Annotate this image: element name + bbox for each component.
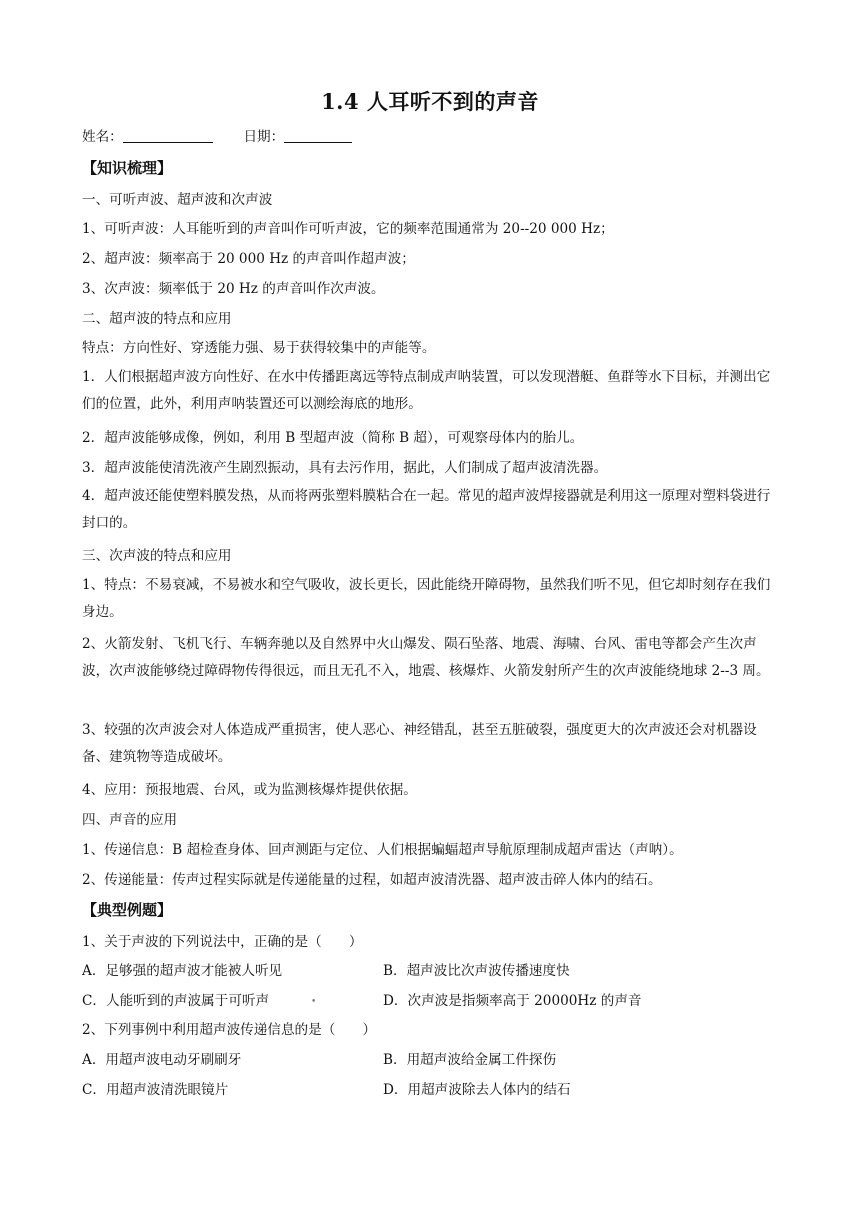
part2-item-2: 2．超声波能够成像，例如，利用 B 型超声波（简称 B 超），可观察母体内的胎儿。	[82, 430, 584, 446]
part3-item-4: 4、应用：预报地震、台风，或为监测核爆炸提供依据。	[82, 782, 417, 798]
q1-option-d[interactable]: D．次声波是指频率高于 20000Hz 的声音	[383, 993, 642, 1009]
q2-option-d[interactable]: D．用超声波除去人体内的结石	[383, 1082, 571, 1098]
page-title: 1.4 人耳听不到的声音	[321, 89, 539, 114]
section-knowledge-heading: 【知识梳理】	[82, 159, 173, 177]
part4-heading: 四、声音的应用	[82, 812, 178, 828]
part4-item-2: 2、传递能量：传声过程实际就是传递能量的过程，如超声波清洗器、超声波击碎人体内的结石。	[82, 872, 662, 888]
name-date-row	[82, 128, 782, 146]
q2-option-a[interactable]: A．用超声波电动牙刷刷牙	[82, 1052, 242, 1068]
part1-heading: 一、可听声波、超声波和次声波	[82, 192, 273, 208]
q1-stem: 1、关于声波的下列说法中，正确的是（ ）	[82, 934, 363, 950]
q2-option-c[interactable]: C．用超声波清洗眼镜片	[82, 1082, 229, 1098]
date-blank[interactable]	[284, 128, 352, 143]
section-examples-heading: 【典型例题】	[82, 901, 173, 919]
q1-option-b[interactable]: B．超声波比次声波传播速度快	[383, 963, 570, 979]
name-label: 姓名：	[82, 129, 123, 145]
stray-dot: •	[311, 997, 317, 1007]
q1-option-c[interactable]: C．人能听到的声波属于可听声	[82, 993, 270, 1009]
date-label: 日期：	[243, 129, 285, 145]
part2-heading: 二、超声波的特点和应用	[82, 311, 232, 327]
part1-item-2: 2、超声波：频率高于 20 000 Hz 的声音叫作超声波；	[82, 251, 415, 267]
name-blank[interactable]	[123, 128, 213, 143]
part4-item-1: 1、传递信息：B 超检查身体、回声测距与定位、人们根据蝙蝠超声导航原理制成超声雷达（声呐）。	[82, 842, 683, 858]
q2-option-b[interactable]: B．用超声波给金属工件探伤	[383, 1052, 557, 1068]
part3-item-3: 3、较强的次声波会对人体造成严重损害，使人恶心、神经错乱，甚至五脏破裂，强度更大的次声波还会对机器设备、建筑物等造成破坏。	[82, 722, 757, 765]
part2-item-1: 1．人们根据超声波方向性好、在水中传播距离远等特点制成声呐装置，可以发现潜艇、鱼群等水下目标，并测出它们的位置，此外，利用声呐装置还可以测绘海底的地形。	[82, 369, 771, 412]
part3-item-1: 1、特点：不易衰减，不易被水和空气吸收，波长更长，因此能绕开障碍物，虽然我们听不见，但它却时刻存在我们身边。	[82, 577, 771, 620]
part2-item-4: 4．超声波还能使塑料膜发热，从而将两张塑料膜粘合在一起。常见的超声波焊接器就是利用这一原理对塑料袋进行封口的。	[82, 488, 771, 531]
q1-option-a[interactable]: A．足够强的超声波才能被人听见	[82, 963, 283, 979]
part1-item-1: 1、可听声波：人耳能听到的声音叫作可听声波，它的频率范围通常为 20--20 000 Hz；	[82, 221, 614, 237]
part3-item-2: 2、火箭发射、飞机飞行、车辆奔驰以及自然界中火山爆发、陨石坠落、地震、海啸、台风、雷电等都会产生次声波，次声波能够绕过障碍物传得很远，而且无孔不入，地震、核爆炸、火箭发射所产生的次声波能绕地球 2--3 周。	[82, 636, 770, 679]
part2-features: 特点：方向性好、穿透能力强、易于获得较集中的声能等。	[82, 340, 436, 356]
q2-stem: 2、下列事例中利用超声波传递信息的是（ ）	[82, 1022, 377, 1038]
part1-item-3: 3、次声波：频率低于 20 Hz 的声音叫作次声波。	[82, 281, 385, 297]
part3-heading: 三、次声波的特点和应用	[82, 548, 232, 564]
part2-item-3: 3．超声波能使清洗液产生剧烈振动，具有去污作用，据此，人们制成了超声波清洗器。	[82, 460, 608, 476]
